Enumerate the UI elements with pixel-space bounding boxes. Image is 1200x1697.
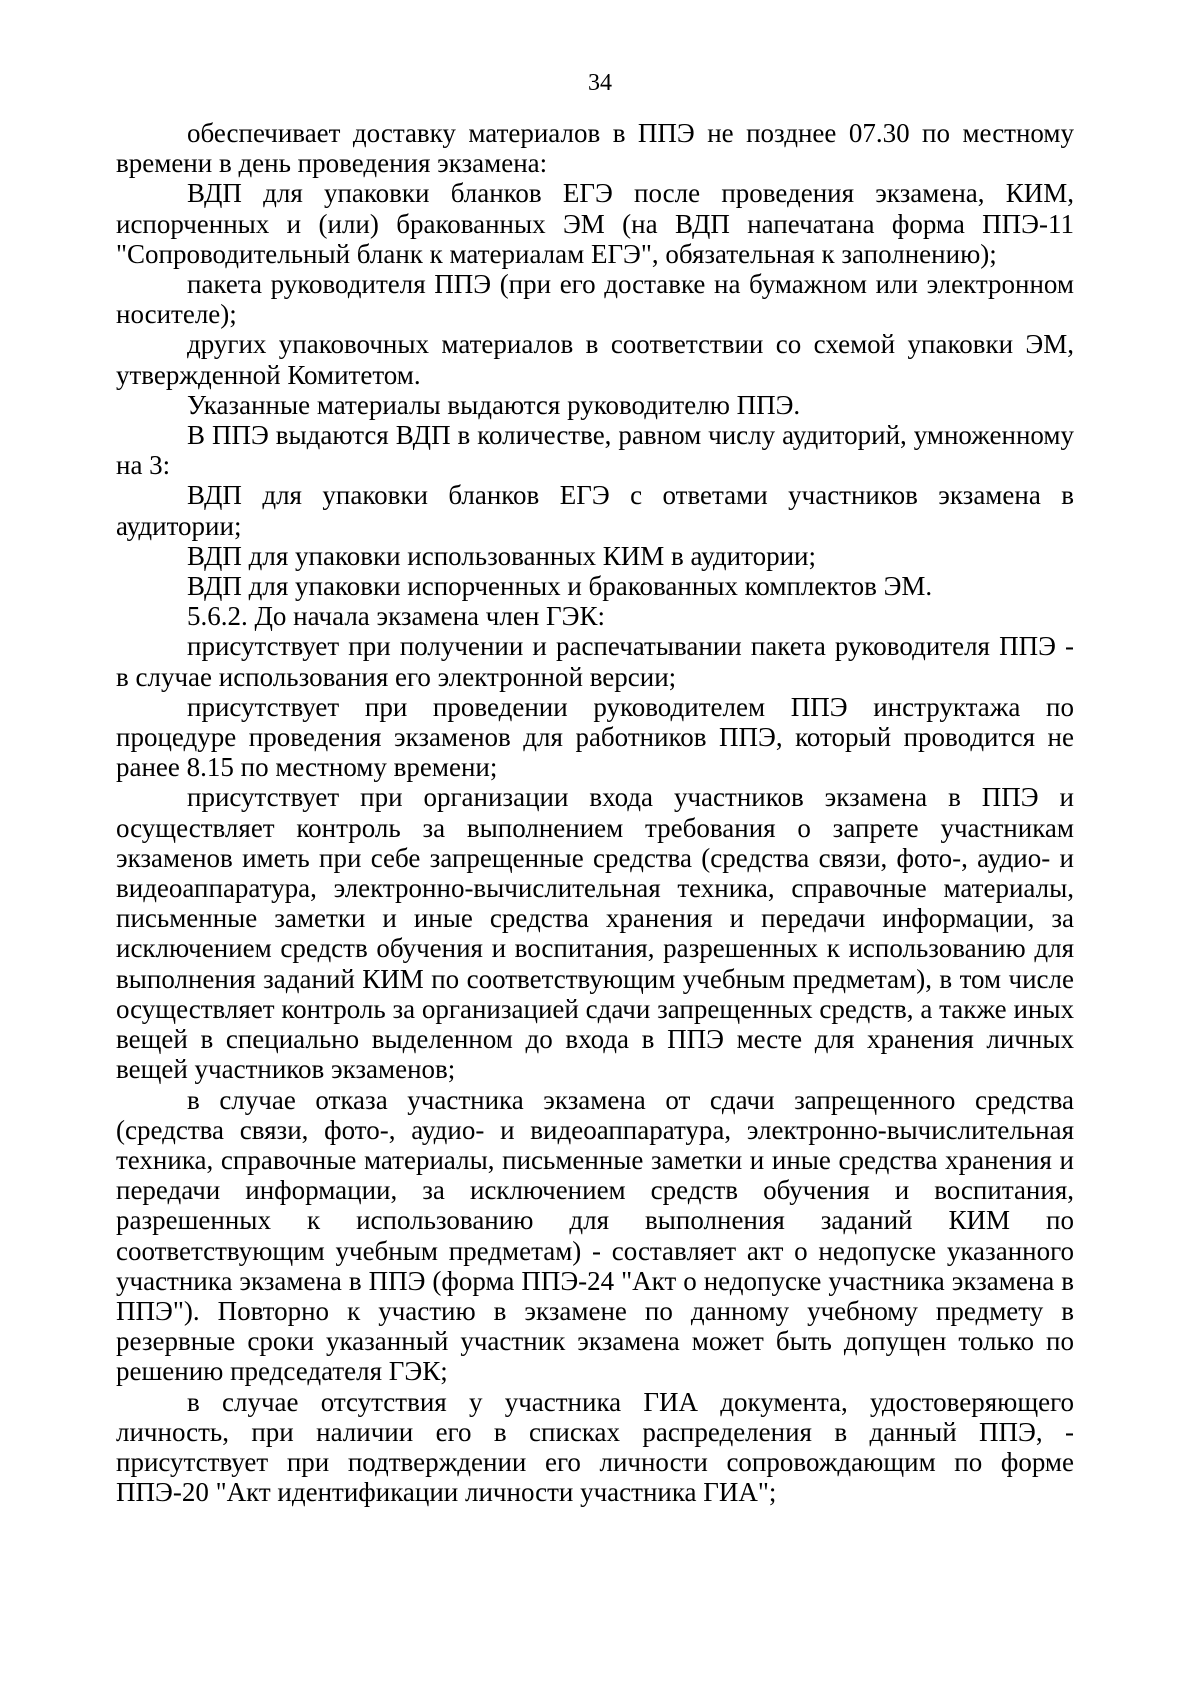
paragraph: в случае отсутствия у участника ГИА документа, удостоверяющего личность, при наличии его в списках распределения в данный ППЭ, - присутствует при подтверждении его личности сопровождающим по форме ППЭ-20 "Акт идентификации личности участника ГИА"; bbox=[116, 1386, 1074, 1508]
paragraph: присутствует при организации входа участников экзамена в ППЭ и осуществляет контроль за выполнением требования о запрете участникам экзаменов иметь при себе запрещенные средства (средства связи, фото-, аудио- и видеоаппаратура, электронно-вычислительная техника, справочные материалы, письменные заметки и иные средства хранения и передачи информации, за исключением средств обучения и воспитания, разрешенных к использованию для выполнения заданий КИМ по соответствующим учебным предметам), в том числе осуществляет контроль за организацией сдачи запрещенных средств, а также иных вещей в специально выделенном до входа в ППЭ месте для хранения личных вещей участников экзаменов; bbox=[116, 782, 1074, 1085]
paragraph: обеспечивает доставку материалов в ППЭ не позднее 07.30 по местному времени в день проведения экзамена: bbox=[116, 118, 1074, 179]
paragraph: присутствует при получении и распечатывании пакета руководителя ППЭ - в случае использования его электронной версии; bbox=[116, 631, 1074, 692]
paragraph: ВДП для упаковки испорченных и бракованных комплектов ЭМ. bbox=[187, 571, 933, 602]
section-heading: 5.6.2. До начала экзамена член ГЭК: bbox=[187, 601, 605, 632]
paragraph: Указанные материалы выдаются руководителю ППЭ. bbox=[187, 389, 801, 420]
paragraph: в случае отказа участника экзамена от сдачи запрещенного средства (средства связи, фото-, аудио- и видеоаппаратура, электронно-вычислительная техника, справочные материалы, письменные заметки и иные средства хранения и передачи информации, за исключением средств обучения и воспитания, разрешенных к использованию для выполнения заданий КИМ по соответствующим учебным предметам) - составляет акт о недопуске указанного участника экзамена в ППЭ (форма ППЭ-24 "Акт о недопуске участника экзамена в ППЭ"). Повторно к участию в экзамене по данному учебному предмету в резервные сроки указанный участник экзамена может быть допущен только по решению председателя ГЭК; bbox=[116, 1084, 1074, 1387]
paragraph: ВДП для упаковки бланков ЕГЭ с ответами участников экзамена в аудитории; bbox=[116, 480, 1074, 541]
paragraph: пакета руководителя ППЭ (при его доставке на бумажном или электронном носителе); bbox=[116, 269, 1074, 330]
paragraph: других упаковочных материалов в соответствии со схемой упаковки ЭМ, утвержденной Комитетом. bbox=[116, 329, 1074, 390]
paragraph: В ППЭ выдаются ВДП в количестве, равном числу аудиторий, умноженному на 3: bbox=[116, 420, 1074, 481]
paragraph: присутствует при проведении руководителем ППЭ инструктажа по процедуре проведения экзаменов для работников ППЭ, который проводится не ранее 8.15 по местному времени; bbox=[116, 691, 1074, 783]
document-body bbox=[116, 118, 1074, 1507]
paragraph: ВДП для упаковки бланков ЕГЭ после проведения экзамена, КИМ, испорченных и (или) бракованных ЭМ (на ВДП напечатана форма ППЭ-11 "Сопроводительный бланк к материалам ЕГЭ", обязательная к заполнению); bbox=[116, 178, 1074, 269]
page-number: 34 bbox=[588, 70, 612, 96]
paragraph: ВДП для упаковки использованных КИМ в аудитории; bbox=[187, 540, 816, 571]
